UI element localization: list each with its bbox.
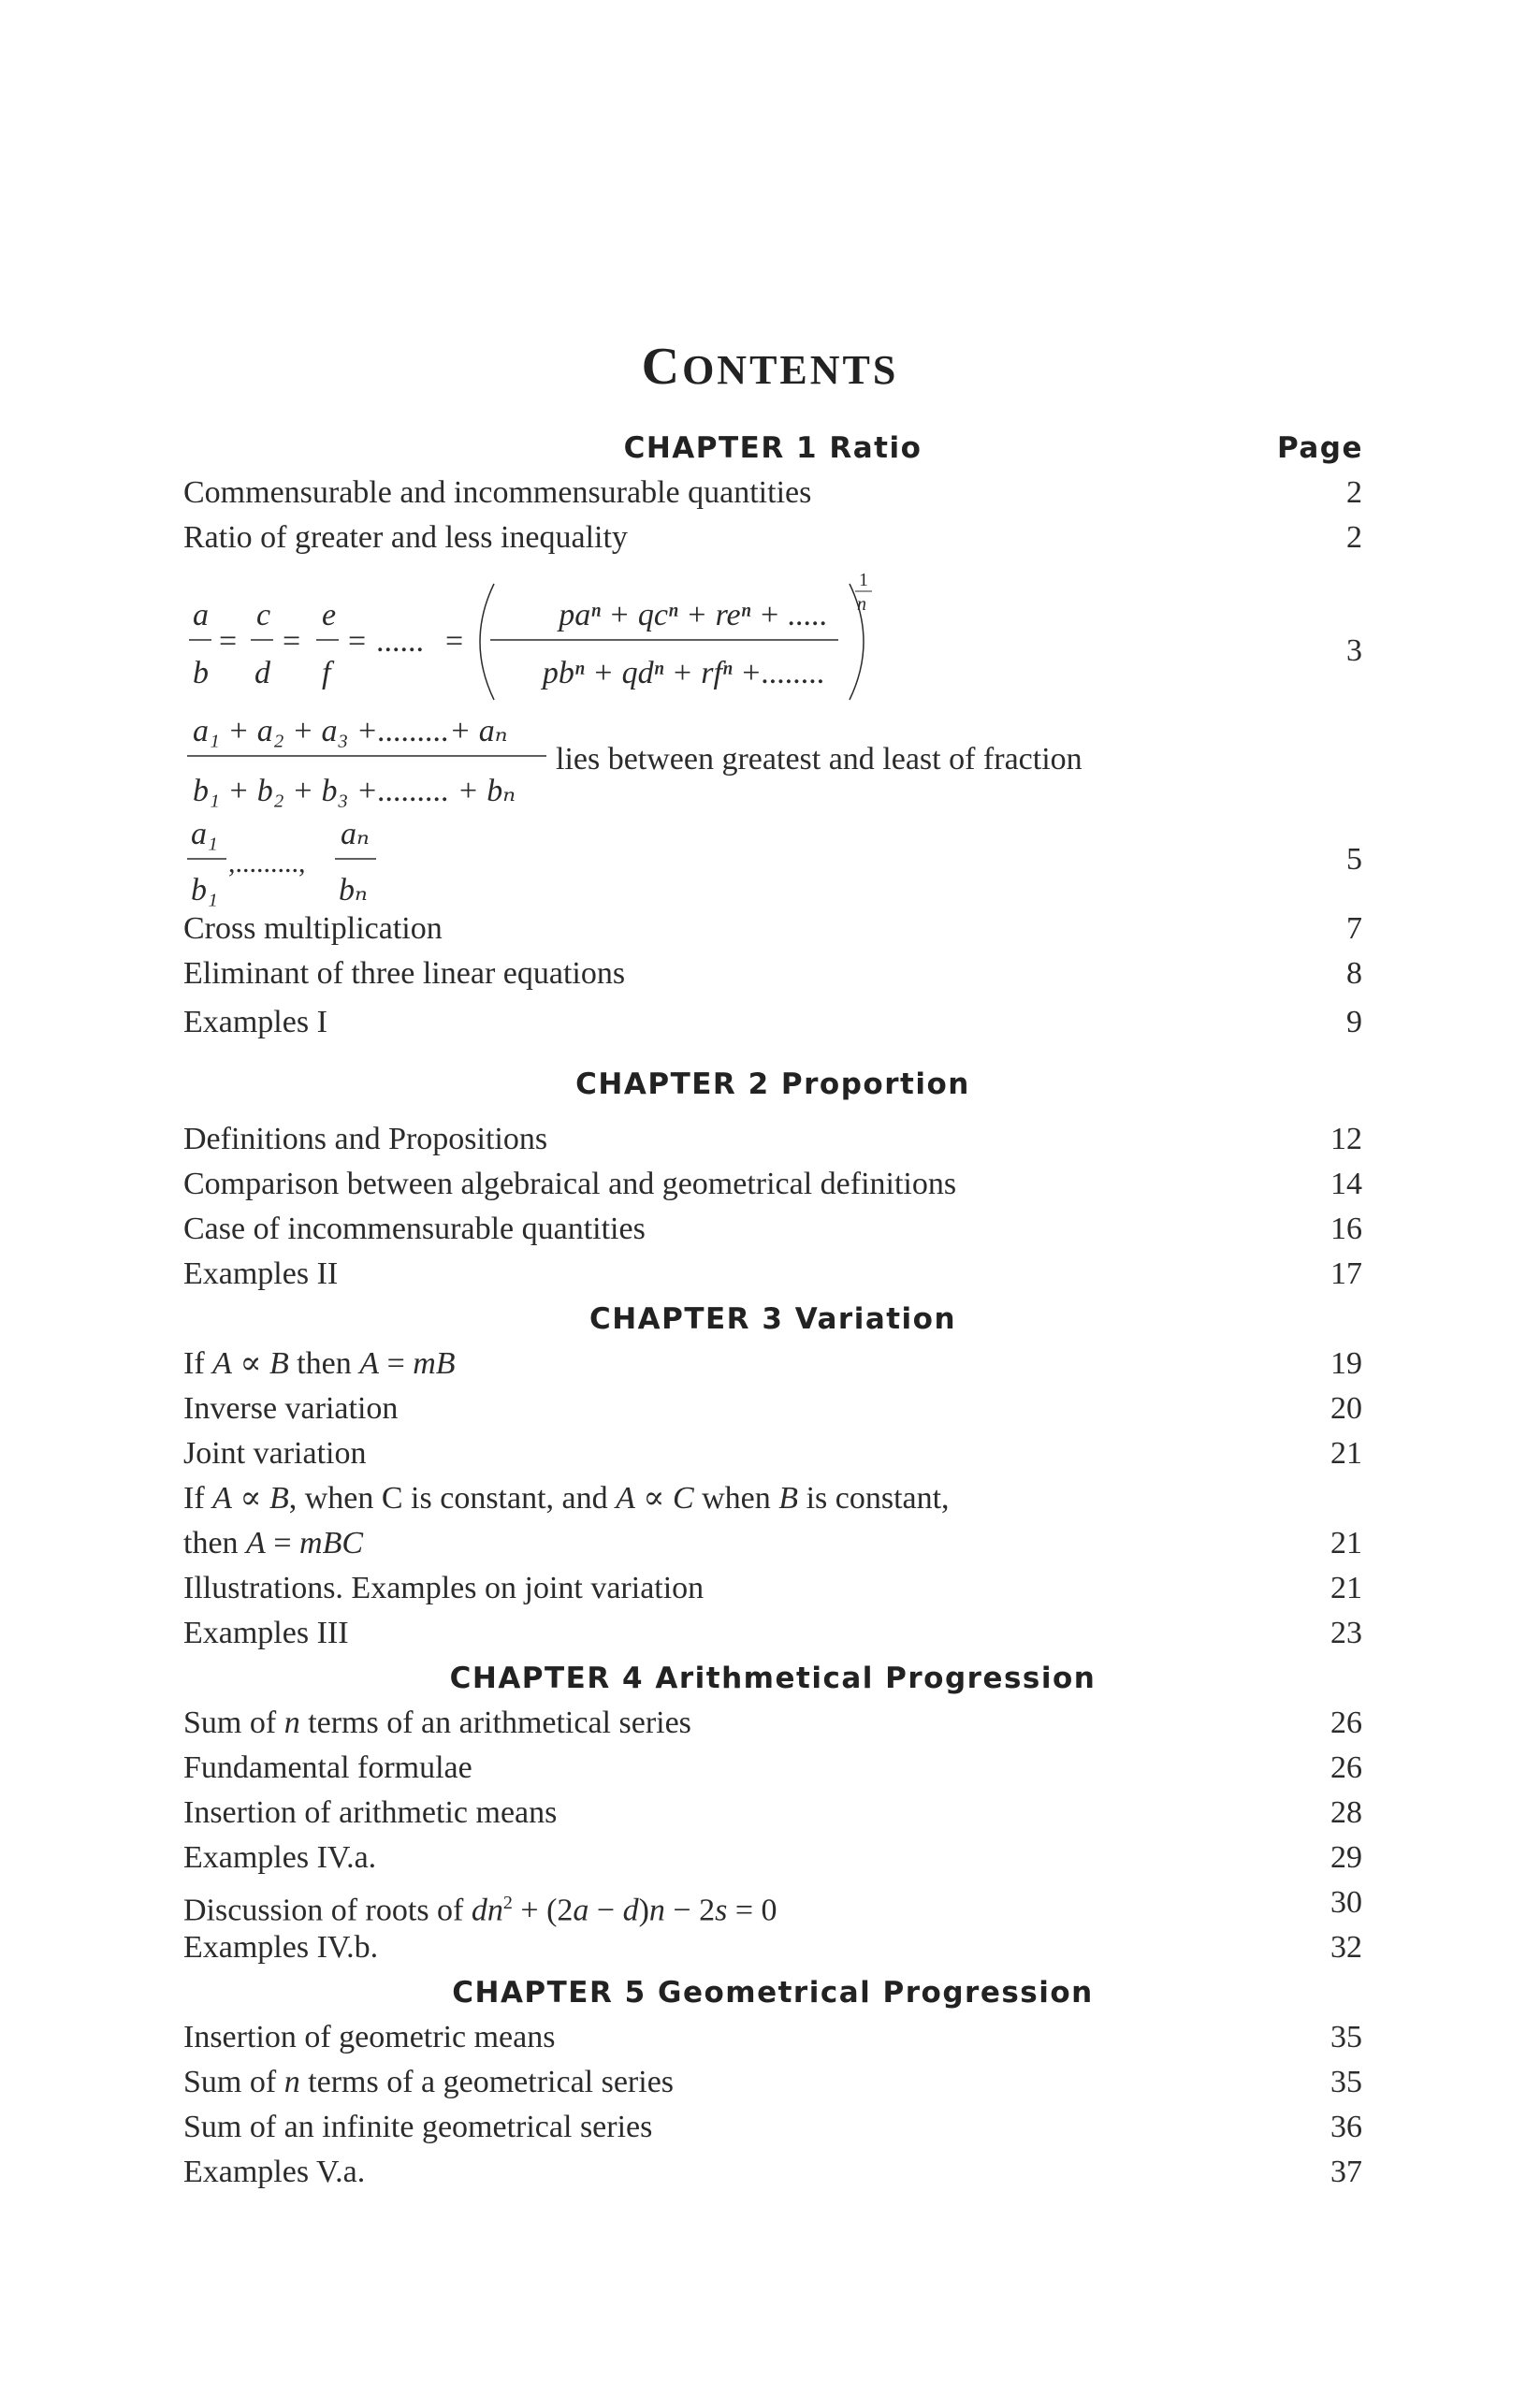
entry-text: then A = mBC (183, 1526, 364, 1560)
page-number: 35 (1330, 2020, 1362, 2054)
toc-entry (183, 2061, 1362, 2104)
entry-text: Sum of n terms of an arithmetical series (183, 1706, 691, 1740)
svg-text:e: e (322, 598, 337, 632)
entry-text: Examples IV.b. (183, 1930, 379, 1965)
entry-text: Insertion of arithmetic means (183, 1795, 558, 1830)
page-number: 21 (1330, 1436, 1362, 1471)
entry-text: Case of incommensurable quantities (183, 1212, 646, 1246)
entry-text: Sum of an infinite geometrical series (183, 2110, 653, 2144)
page-number: 16 (1330, 1212, 1362, 1246)
toc-entry (183, 952, 1362, 995)
entry-text: Joint variation (183, 1436, 367, 1471)
svg-text:c: c (256, 598, 271, 632)
svg-text:=: = (219, 624, 238, 659)
svg-text:=: = (445, 624, 464, 659)
toc-entry (183, 2016, 1362, 2059)
toc-entry (183, 1477, 1362, 1520)
entry-text: If A ∝ B then A = mB (183, 1346, 456, 1381)
chapter-heading: CHAPTER 1 Ratio (623, 431, 923, 465)
page-number: 28 (1330, 1795, 1362, 1830)
page-number: 30 (1330, 1885, 1362, 1920)
svg-text:f: f (322, 656, 331, 690)
entry-text: Insertion of geometric means (183, 2020, 556, 2054)
entry-text: Comparison between algebraical and geometrical definitions (183, 1167, 957, 1201)
page-number: 26 (1330, 1706, 1362, 1740)
entry-text: Sum of n terms of a geometrical series (183, 2065, 675, 2099)
page-number: 2 (1346, 520, 1362, 555)
page-number: 21 (1330, 1571, 1362, 1605)
page-number: 26 (1330, 1750, 1362, 1785)
entry-text: Illustrations. Examples on joint variation (183, 1571, 705, 1605)
toc-entry (183, 907, 1362, 951)
svg-text:a₁: a₁ (191, 817, 218, 851)
svg-text:b: b (193, 656, 209, 690)
toc-entry (183, 2106, 1362, 2149)
chapter-heading: CHAPTER 3 Variation (588, 1302, 957, 1336)
page-number: 37 (1330, 2155, 1362, 2189)
toc-entry (183, 1747, 1362, 1790)
svg-text:d: d (254, 656, 270, 690)
page-number: 29 (1330, 1840, 1362, 1875)
page-number: 7 (1346, 911, 1362, 946)
toc-entry (183, 1567, 1362, 1610)
svg-text:pbⁿ + qdⁿ + rfⁿ +........: pbⁿ + qdⁿ + rfⁿ +........ (542, 656, 826, 690)
toc-entry (183, 1163, 1362, 1206)
toc-entry (183, 1792, 1362, 1835)
svg-text:aₙ: aₙ (341, 817, 370, 851)
entry-text: Ratio of greater and less inequality (183, 520, 628, 555)
svg-text:=: = (348, 624, 367, 659)
toc-entry (183, 1612, 1362, 1655)
page-number: 2 (1346, 475, 1362, 510)
entry-text: Examples IV.a. (183, 1840, 377, 1875)
svg-text:bₙ: bₙ (339, 873, 368, 907)
toc-entry (183, 1387, 1362, 1430)
entry-text: Commensurable and incommensurable quantities (183, 475, 812, 510)
chapter-heading: CHAPTER 2 Proportion (575, 1067, 970, 1101)
page-number: 8 (1346, 956, 1362, 991)
entry-text: Cross multiplication (183, 911, 443, 946)
page-number: 19 (1330, 1346, 1362, 1381)
toc-entry (183, 516, 1362, 559)
toc-entry (183, 472, 1362, 515)
page-number: 35 (1330, 2065, 1362, 2099)
page-number: 17 (1330, 1256, 1362, 1291)
page-number: 36 (1330, 2110, 1362, 2144)
svg-text:paⁿ + qcⁿ + reⁿ + .....: paⁿ + qcⁿ + reⁿ + ..... (559, 598, 828, 632)
page-number: 3 (1346, 633, 1362, 668)
svg-text:a₁ + a₂ + a₃ +.........+ aₙ: a₁ + a₂ + a₃ +.........+ aₙ (193, 714, 508, 748)
page-number: 12 (1330, 1122, 1362, 1156)
page-column-header: Page (1276, 431, 1363, 465)
toc-entry (183, 1522, 1362, 1565)
toc-entry (183, 1702, 1362, 1745)
page-number: 14 (1330, 1167, 1362, 1201)
toc-entry (183, 1001, 1362, 1044)
toc-entry (183, 2151, 1362, 2194)
svg-text:b₁: b₁ (191, 873, 218, 907)
entry-text: Examples II (183, 1256, 339, 1291)
svg-text:b₁ + b₂ + b₃ +......... + bₙ: b₁ + b₂ + b₃ +......... + bₙ (193, 774, 516, 808)
toc-entry (183, 1926, 1362, 1969)
entry-text: Discussion of roots of $dn^2 + (2a - d)n - 2s = 0$ (183, 1893, 777, 1928)
toc-entry (183, 838, 1362, 881)
svg-text:=: = (283, 624, 301, 659)
page-number: 21 (1330, 1526, 1362, 1560)
svg-text:a: a (193, 598, 209, 632)
entry-text: Eliminant of three linear equations (183, 956, 626, 991)
entry-text: Examples III (183, 1616, 349, 1650)
page-number: 20 (1330, 1391, 1362, 1426)
page-number: 9 (1346, 1005, 1362, 1039)
entry-text: Definitions and Propositions (183, 1122, 548, 1156)
chapter-heading: CHAPTER 5 Geometrical Progression (452, 1976, 1094, 2010)
entry-text: Examples I (183, 1005, 327, 1039)
svg-text:1: 1 (859, 570, 868, 590)
svg-text:lies between greatest and leas: lies between greatest and least of fraction (556, 742, 1082, 777)
toc-entry (183, 1343, 1362, 1386)
svg-text:,.........,: ,........., (228, 848, 306, 878)
entry-text: Fundamental formulae (183, 1750, 472, 1785)
toc-entry (183, 630, 1362, 673)
page-number: 5 (1346, 842, 1362, 877)
chapter-heading: CHAPTER 4 Arithmetical Progression (449, 1662, 1097, 1695)
svg-text:n: n (857, 594, 866, 615)
svg-text:......: ...... (376, 624, 424, 659)
page-number: 32 (1330, 1930, 1362, 1965)
entry-text: If A ∝ B, when C is constant, and A ∝ C when B is constant, (183, 1481, 950, 1516)
entry-text: Inverse variation (183, 1391, 399, 1426)
page-number: 23 (1330, 1616, 1362, 1650)
toc-entry (183, 1118, 1362, 1161)
page-title: CONTENTS (641, 338, 899, 396)
toc-entry (183, 1836, 1362, 1880)
toc-entry (183, 1253, 1362, 1296)
toc-entry (183, 1208, 1362, 1251)
toc-entry (183, 1432, 1362, 1475)
toc-entry (183, 1881, 1362, 1928)
fraction-bounds-formula (183, 707, 1213, 915)
entry-text: Examples V.a. (183, 2155, 366, 2189)
